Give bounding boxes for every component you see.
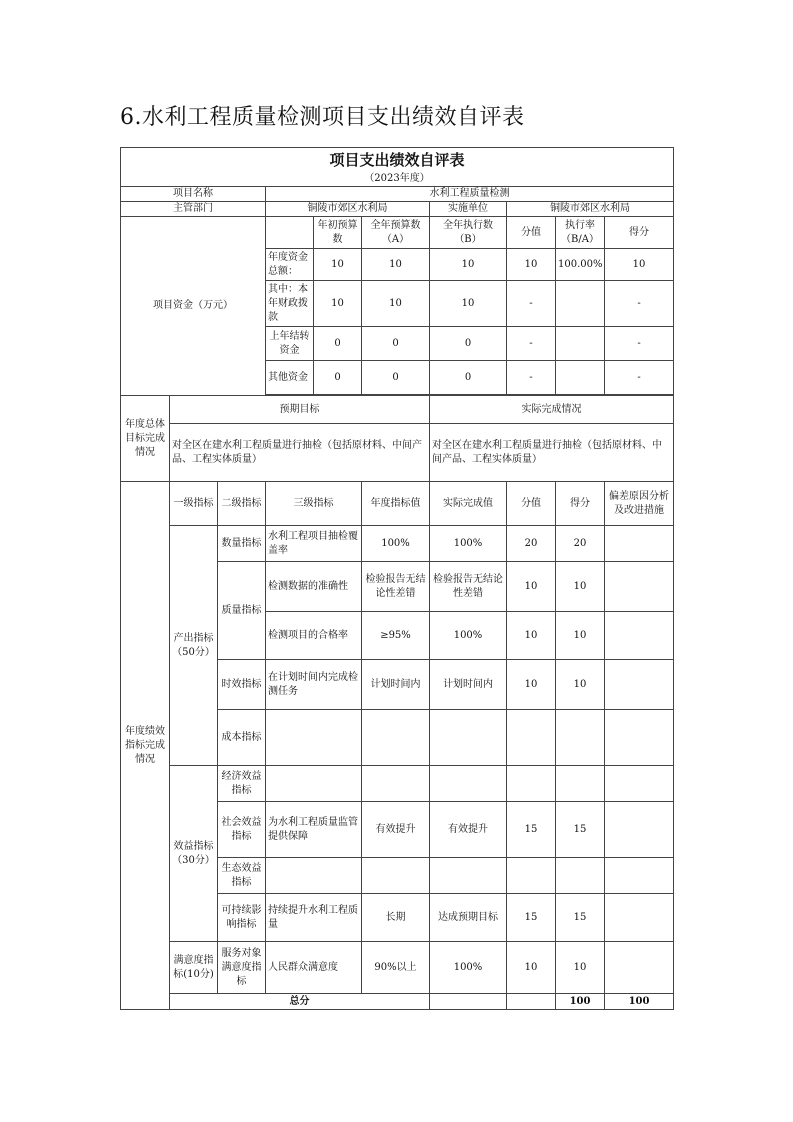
- fund-cell: -: [605, 327, 674, 361]
- fund-header: 年初预算数: [314, 217, 362, 249]
- l2-cell: 可持续影响指标: [218, 894, 266, 942]
- fund-cell: -: [507, 327, 556, 361]
- l3-cell: 检测数据的准确性: [266, 562, 362, 612]
- perf-header: 分值: [507, 482, 556, 526]
- target-cell: [362, 858, 430, 894]
- got-cell: [556, 766, 605, 802]
- score-cell: 10: [507, 612, 556, 660]
- target-cell: 长期: [362, 894, 430, 942]
- target-cell: ≥95%: [362, 612, 430, 660]
- got-cell: 10: [556, 942, 605, 994]
- score-cell: [507, 710, 556, 766]
- perf-header: 年度指标值: [362, 482, 430, 526]
- actual-cell: [430, 766, 507, 802]
- project-name: 水利工程质量检测: [266, 187, 674, 202]
- note-cell: [605, 894, 674, 942]
- perf-header: 得分: [556, 482, 605, 526]
- got-cell: 10: [556, 562, 605, 612]
- page-heading: 6.水利工程质量检测项目支出绩效自评表: [120, 105, 525, 130]
- l2-cell: 生态效益指标: [218, 858, 266, 894]
- actual-cell: 100%: [430, 942, 507, 994]
- actual-cell: [430, 710, 507, 766]
- l3-cell: 水利工程项目抽检覆盖率: [266, 526, 362, 562]
- fund-cell: [556, 281, 605, 327]
- expected-label: 预期目标: [170, 396, 430, 424]
- l3-cell: [266, 710, 362, 766]
- actual-cell: 达成预期目标: [430, 894, 507, 942]
- score-cell: [507, 766, 556, 802]
- goal-label: 年度总体目标完成情况: [121, 396, 170, 482]
- fund-cell: 0: [430, 327, 507, 361]
- note-cell: [605, 612, 674, 660]
- note-cell: [605, 766, 674, 802]
- note-cell: [605, 562, 674, 612]
- note-cell: [605, 858, 674, 894]
- l3-cell: 检测项目的合格率: [266, 612, 362, 660]
- output-label: 产出指标（50分）: [170, 526, 218, 766]
- l2-cell: 成本指标: [218, 710, 266, 766]
- target-cell: 检验报告无结论性差错: [362, 562, 430, 612]
- fund-header: 得分: [605, 217, 674, 249]
- target-cell: 计划时间内: [362, 660, 430, 710]
- l3-cell: 在计划时间内完成检测任务: [266, 660, 362, 710]
- expected-text: 对全区在建水利工程质量进行抽检（包括原材料、中间产品、工程实体质量）: [170, 424, 430, 482]
- perf-header: 二级指标: [218, 482, 266, 526]
- table-year: （2023年度）: [121, 172, 674, 187]
- target-cell: 90%以上: [362, 942, 430, 994]
- fund-cell: 10: [430, 281, 507, 327]
- target-cell: [362, 766, 430, 802]
- fund-header-blank: [266, 217, 314, 249]
- l2-cell: 社会效益指标: [218, 802, 266, 858]
- actual-cell: 100%: [430, 612, 507, 660]
- l3-cell: [266, 766, 362, 802]
- note-cell: [605, 802, 674, 858]
- fund-cell: 10: [314, 281, 362, 327]
- perf-label: 年度绩效指标完成情况: [121, 482, 170, 1010]
- l3-cell: 持续提升水利工程质量: [266, 894, 362, 942]
- fund-cell: 0: [314, 327, 362, 361]
- fund-cell: 0: [362, 361, 430, 395]
- dept-label: 主管部门: [121, 202, 266, 217]
- satisfaction-label: 满意度指标(10分): [170, 942, 218, 994]
- score-cell: 15: [507, 802, 556, 858]
- dept-value: 铜陵市郊区水利局: [266, 202, 430, 217]
- fund-row-label: 其他资金: [266, 361, 314, 395]
- fund-cell: -: [605, 361, 674, 395]
- score-cell: 10: [507, 660, 556, 710]
- fund-cell: [556, 327, 605, 361]
- benefit-label: 效益指标（30分）: [170, 766, 218, 942]
- actual-cell: 计划时间内: [430, 660, 507, 710]
- fund-header: 分值: [507, 217, 556, 249]
- fund-cell: 0: [430, 361, 507, 395]
- fund-cell: 0: [362, 327, 430, 361]
- score-cell: 20: [507, 526, 556, 562]
- actual-cell: 检验报告无结论性差错: [430, 562, 507, 612]
- fund-header: 全年预算数（A）: [362, 217, 430, 249]
- actual-cell: 有效提升: [430, 802, 507, 858]
- table-title: 项目支出绩效自评表: [121, 148, 674, 173]
- fund-cell: 10: [362, 281, 430, 327]
- perf-header: 一级指标: [170, 482, 218, 526]
- fund-cell: 10: [507, 249, 556, 281]
- total-blank: [507, 994, 556, 1010]
- fund-cell: 10: [362, 249, 430, 281]
- l2-cell: 时效指标: [218, 660, 266, 710]
- total-score: 100: [556, 994, 605, 1010]
- perf-header: 偏差原因分析及改进措施: [605, 482, 674, 526]
- l3-cell: 人民群众满意度: [266, 942, 362, 994]
- score-cell: 15: [507, 894, 556, 942]
- fund-header: 全年执行数（B）: [430, 217, 507, 249]
- l3-cell: [266, 858, 362, 894]
- fund-cell: 0: [314, 361, 362, 395]
- fund-row-label: 上年结转资金: [266, 327, 314, 361]
- target-cell: 有效提升: [362, 802, 430, 858]
- note-cell: [605, 660, 674, 710]
- target-cell: 100%: [362, 526, 430, 562]
- got-cell: 20: [556, 526, 605, 562]
- l3-cell: 为水利工程质量监管提供保障: [266, 802, 362, 858]
- total-got: 100: [605, 994, 674, 1010]
- got-cell: 10: [556, 660, 605, 710]
- l2-cell: 服务对象满意度指标: [218, 942, 266, 994]
- got-cell: 15: [556, 802, 605, 858]
- fund-row-label: 年度资金总额：: [266, 249, 314, 281]
- score-cell: 10: [507, 562, 556, 612]
- total-label: 总分: [170, 994, 430, 1010]
- l2-cell: 数量指标: [218, 526, 266, 562]
- fund-cell: [556, 361, 605, 395]
- unit-label: 实施单位: [430, 202, 507, 217]
- got-cell: [556, 710, 605, 766]
- l2-cell: 经济效益指标: [218, 766, 266, 802]
- actual-text: 对全区在建水利工程质量进行抽检（包括原材料、中间产品、工程实体质量）: [430, 424, 674, 482]
- fund-row-label: 其中：本年财政拨款: [266, 281, 314, 327]
- got-cell: [556, 858, 605, 894]
- total-blank: [430, 994, 507, 1010]
- fund-cell: -: [507, 281, 556, 327]
- fund-label: 项目资金（万元）: [121, 217, 266, 396]
- actual-cell: [430, 858, 507, 894]
- score-cell: 10: [507, 942, 556, 994]
- fund-cell: 100.00%: [556, 249, 605, 281]
- fund-cell: 10: [605, 249, 674, 281]
- project-name-label: 项目名称: [121, 187, 266, 202]
- unit-value: 铜陵市郊区水利局: [507, 202, 674, 217]
- fund-cell: -: [605, 281, 674, 327]
- score-cell: [507, 858, 556, 894]
- note-cell: [605, 942, 674, 994]
- actual-cell: 100%: [430, 526, 507, 562]
- note-cell: [605, 710, 674, 766]
- perf-header: 实际完成值: [430, 482, 507, 526]
- fund-cell: -: [507, 361, 556, 395]
- fund-header: 执行率（B/A）: [556, 217, 605, 249]
- performance-table: [120, 147, 674, 1010]
- perf-header: 三级指标: [266, 482, 362, 526]
- target-cell: [362, 710, 430, 766]
- actual-label: 实际完成情况: [430, 396, 674, 424]
- l2-cell: 质量指标: [218, 562, 266, 660]
- fund-cell: 10: [430, 249, 507, 281]
- got-cell: 10: [556, 612, 605, 660]
- fund-cell: 10: [314, 249, 362, 281]
- got-cell: 15: [556, 894, 605, 942]
- note-cell: [605, 526, 674, 562]
